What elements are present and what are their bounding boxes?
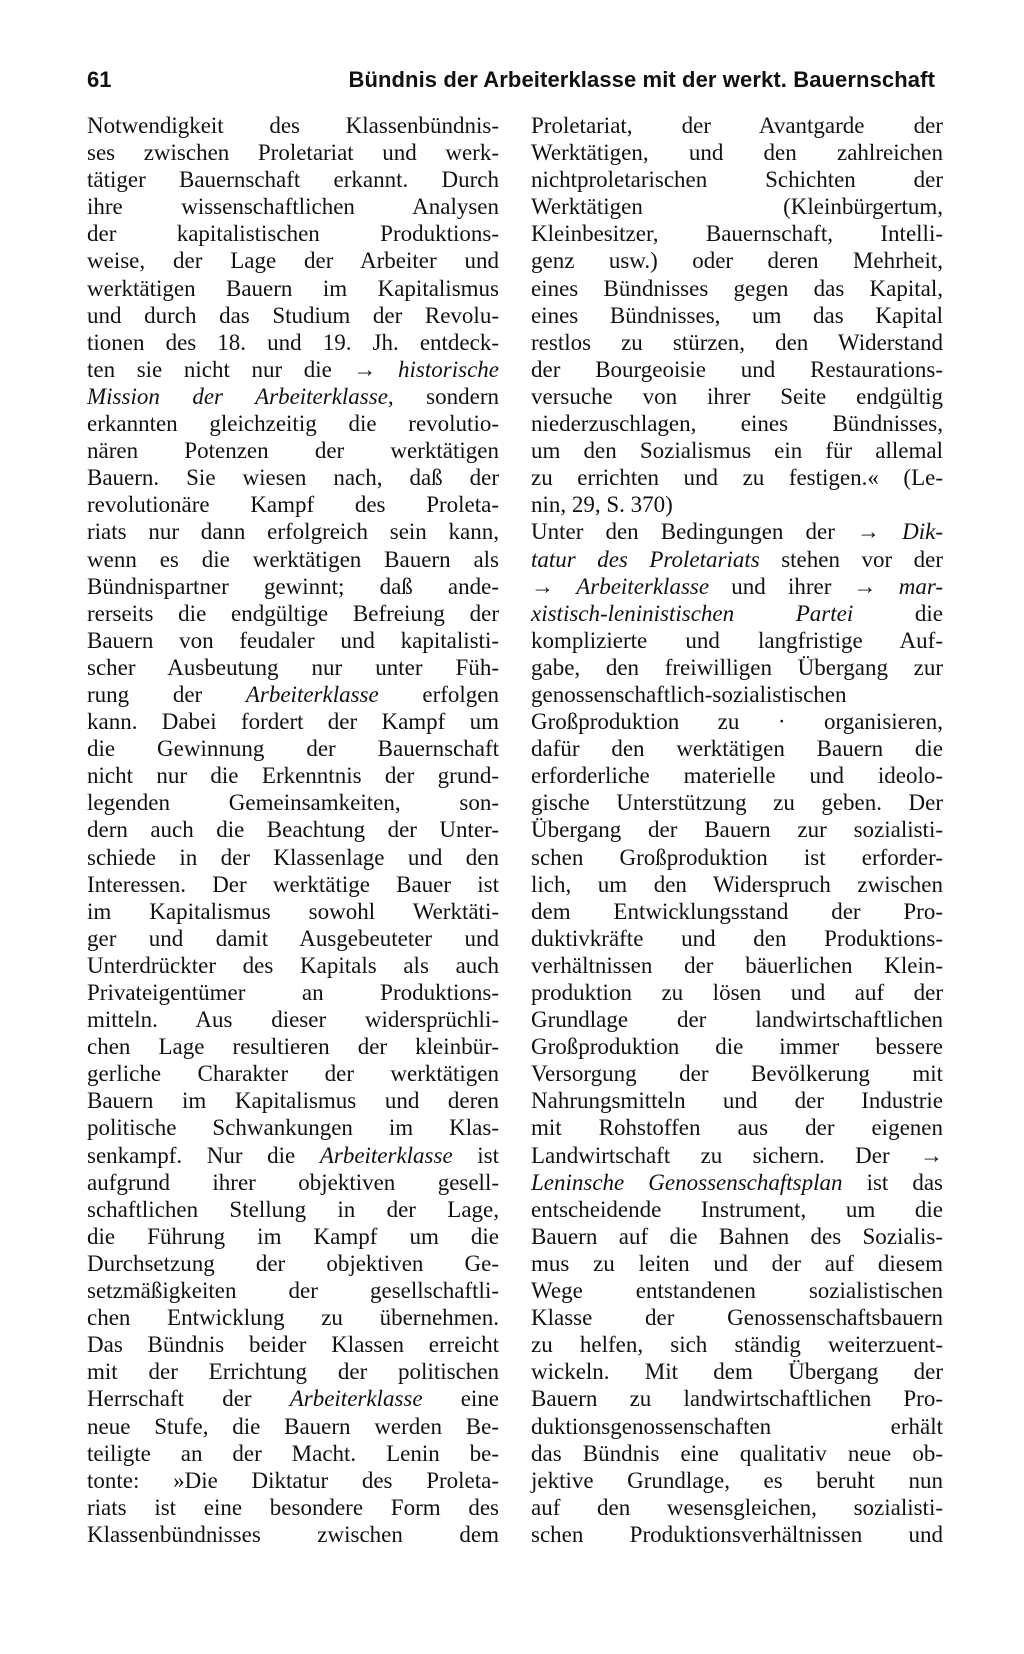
running-title: Bündnis der Arbeiterklasse mit der werkt. Bauernschaft — [348, 67, 935, 92]
text-line: kann. Dabei fordert der Kampf um — [87, 709, 499, 735]
text-line: dafür den werktätigen Bauern die — [531, 736, 943, 762]
text-line: Bauern zu landwirtschaftlichen Pro- — [531, 1386, 943, 1412]
text-line: gabe, den freiwilligen Übergang zur — [531, 654, 943, 680]
text-line: → Arbeiterklasse und ihrer → mar- — [531, 573, 944, 599]
text-line: riats nur dann erfolgreich sein kann, — [87, 519, 499, 545]
text-line: niederzuschlagen, eines Bündnisses, — [531, 411, 943, 437]
text-line: dem Entwicklungsstand der Pro- — [531, 898, 943, 924]
text-line: Herrschaft der Arbeiterklasse eine — [87, 1386, 500, 1412]
text-line: wickeln. Mit dem Übergang der — [531, 1359, 943, 1385]
text-line: eines Bündnisses, um das Kapital — [531, 302, 943, 328]
text-line: Großproduktion die immer bessere — [531, 1034, 943, 1060]
text-line: nären Potenzen der werktätigen — [87, 438, 499, 464]
text-line: schaftlichen Stellung in der Lage, — [87, 1196, 499, 1222]
text-line: Notwendigkeit des Klassenbündnis- — [87, 113, 499, 138]
text-line: jektive Grundlage, es beruht nun — [531, 1467, 943, 1493]
text-line: aufgrund ihrer objektiven gesell- — [87, 1169, 499, 1195]
text-line: Mission der Arbeiterklasse, sondern — [87, 383, 499, 409]
text-line: Bauern auf die Bahnen des Sozialis- — [531, 1223, 943, 1249]
text-line: rung der Arbeiterklasse erfolgen — [87, 681, 499, 707]
text-line: mus zu leiten und der auf diesem — [531, 1250, 943, 1276]
text-line: versuche von ihrer Seite endgültig — [531, 383, 943, 409]
text-line: um den Sozialismus ein für allemal — [531, 438, 943, 464]
text-line: ger und damit Ausgebeuteter und — [87, 925, 499, 951]
text-line: dern auch die Beachtung der Unter- — [87, 817, 499, 843]
text-line: duktionsgenossenschaften erhält — [531, 1413, 943, 1439]
text-line: der Bourgeoisie und Restaurations- — [531, 356, 943, 382]
text-line: entscheidende Instrument, um die — [531, 1196, 943, 1222]
text-line: nicht nur die Erkenntnis der grund- — [87, 763, 499, 789]
text-line: tionen des 18. und 19. Jh. entdeck- — [87, 329, 499, 355]
text-line: Unter den Bedingungen der → Dik- — [531, 519, 943, 545]
text-line: im Kapitalismus sowohl Werktäti- — [87, 898, 499, 924]
text-line: revolutionäre Kampf des Proleta- — [87, 492, 499, 518]
text-line: riats ist eine besondere Form des — [87, 1494, 499, 1520]
text-line: Durchsetzung der objektiven Ge- — [87, 1250, 499, 1276]
text-line: der kapitalistischen Produktions- — [87, 221, 499, 247]
text-line: Bauern. Sie wiesen nach, daß der — [87, 465, 499, 491]
page-number: 61 — [87, 67, 112, 92]
text-line: erforderliche materielle und ideolo- — [531, 763, 943, 789]
text-line: tätiger Bauernschaft erkannt. Durch — [87, 167, 499, 193]
text-line: nin, 29, S. 370) — [531, 492, 673, 518]
text-line: ihre wissenschaftlichen Analysen — [87, 194, 499, 220]
text-line: die Gewinnung der Bauernschaft — [87, 736, 499, 762]
text-line: verhältnissen der bäuerlichen Klein- — [531, 952, 943, 978]
text-line: tatur des Proletariats stehen vor der — [531, 546, 943, 572]
text-line: Klasse der Genossenschaftsbauern — [531, 1305, 943, 1331]
text-line: werktätigen Bauern im Kapitalismus — [87, 275, 499, 301]
text-line: Nahrungsmitteln und der Industrie — [531, 1088, 943, 1114]
text-line: Landwirtschaft zu sichern. Der → — [531, 1142, 943, 1168]
text-line: Grundlage der landwirtschaftlichen — [531, 1007, 943, 1033]
text-line: zu errichten und zu festigen.« (Le- — [531, 465, 943, 491]
text-line: chen Lage resultieren der kleinbür- — [87, 1034, 499, 1060]
text-line: Werktätigen (Kleinbürgertum, — [531, 194, 943, 220]
text-line: Klassenbündnisses zwischen dem — [87, 1521, 499, 1547]
text-line: zu helfen, sich ständig weiterzuent- — [531, 1332, 943, 1358]
text-line: Bündnispartner gewinnt; daß ande- — [87, 573, 499, 599]
text-line: ten sie nicht nur die → historische — [87, 356, 499, 382]
text-line: Leninsche Genossenschaftsplan ist das — [531, 1169, 943, 1195]
text-line: komplizierte und langfristige Auf- — [531, 627, 943, 653]
text-line: neue Stufe, die Bauern werden Be- — [87, 1413, 499, 1439]
text-line: senkampf. Nur die Arbeiterklasse ist — [87, 1142, 499, 1168]
text-line: Versorgung der Bevölkerung mit — [531, 1061, 943, 1087]
text-line: lich, um den Widerspruch zwischen — [531, 871, 943, 897]
text-line: genossenschaftlich-sozialistischen — [531, 681, 847, 707]
text-line: erkannten gleichzeitig die revolutio- — [87, 411, 499, 437]
text-line: wenn es die werktätigen Bauern als — [87, 546, 499, 572]
text-line: schen Großproduktion ist erforder- — [531, 844, 943, 870]
text-column-right — [531, 112, 943, 1548]
text-line: restlos zu stürzen, den Widerstand — [531, 329, 943, 355]
text-line: Übergang der Bauern zur sozialisti- — [531, 817, 943, 843]
text-line: Werktätigen, und den zahlreichen — [531, 140, 943, 166]
text-line: Bauern von feudaler und kapitalisti- — [87, 627, 499, 653]
text-line: rerseits die endgültige Befreiung der — [87, 600, 499, 626]
text-line: Unterdrückter des Kapitals als auch — [87, 952, 499, 978]
text-line: produktion zu lösen und auf der — [531, 980, 943, 1005]
text-line: mit Rohstoffen aus der eigenen — [531, 1115, 943, 1141]
text-line: schen Produktionsverhältnissen und — [531, 1521, 943, 1547]
text-line: das Bündnis eine qualitativ neue ob- — [531, 1440, 943, 1466]
text-line: politische Schwankungen im Klas- — [87, 1115, 499, 1141]
text-line: gische Unterstützung zu geben. Der — [531, 790, 943, 816]
text-line: und durch das Studium der Revolu- — [87, 302, 499, 328]
text-line: teiligte an der Macht. Lenin be- — [87, 1440, 499, 1466]
text-line: eines Bündnisses gegen das Kapital, — [531, 275, 943, 301]
text-line: legenden Gemeinsamkeiten, son- — [87, 790, 499, 816]
text-line: Interessen. Der werktätige Bauer ist — [87, 871, 499, 897]
text-line: Bauern im Kapitalismus und deren — [87, 1088, 499, 1114]
text-line: Das Bündnis beider Klassen erreicht — [87, 1332, 499, 1358]
text-line: genz usw.) oder deren Mehrheit, — [531, 248, 943, 274]
text-line: auf den wesensgleichen, sozialisti- — [531, 1494, 943, 1520]
text-line: weise, der Lage der Arbeiter und — [87, 248, 499, 274]
text-line: Privateigentümer an Produktions- — [87, 980, 499, 1005]
text-line: tonte: »Die Diktatur des Proleta- — [87, 1467, 499, 1493]
text-line: ses zwischen Proletariat und werk- — [87, 140, 499, 166]
text-line: gerliche Charakter der werktätigen — [87, 1061, 499, 1087]
text-line: xistisch-leninistischen Partei die — [531, 600, 943, 626]
text-line: Großproduktion zu · organisieren, — [531, 709, 943, 735]
text-line: Wege entstandenen sozialistischen — [531, 1278, 943, 1304]
text-line: mitteln. Aus dieser widersprüchli- — [87, 1007, 499, 1033]
text-line: die Führung im Kampf um die — [87, 1223, 499, 1249]
text-line: scher Ausbeutung nur unter Füh- — [87, 654, 499, 680]
text-line: Kleinbesitzer, Bauernschaft, Intelli- — [531, 221, 943, 247]
text-line: nichtproletarischen Schichten der — [531, 167, 943, 193]
text-line: duktivkräfte und den Produktions- — [531, 925, 943, 951]
text-line: setzmäßigkeiten der gesellschaftli- — [87, 1278, 499, 1304]
text-line: mit der Errichtung der politischen — [87, 1359, 499, 1385]
running-header — [87, 62, 935, 98]
text-line: schiede in der Klassenlage und den — [87, 844, 499, 870]
text-column-left — [87, 112, 499, 1548]
text-line: chen Entwicklung zu übernehmen. — [87, 1305, 499, 1331]
text-line: Proletariat, der Avantgarde der — [531, 113, 943, 138]
